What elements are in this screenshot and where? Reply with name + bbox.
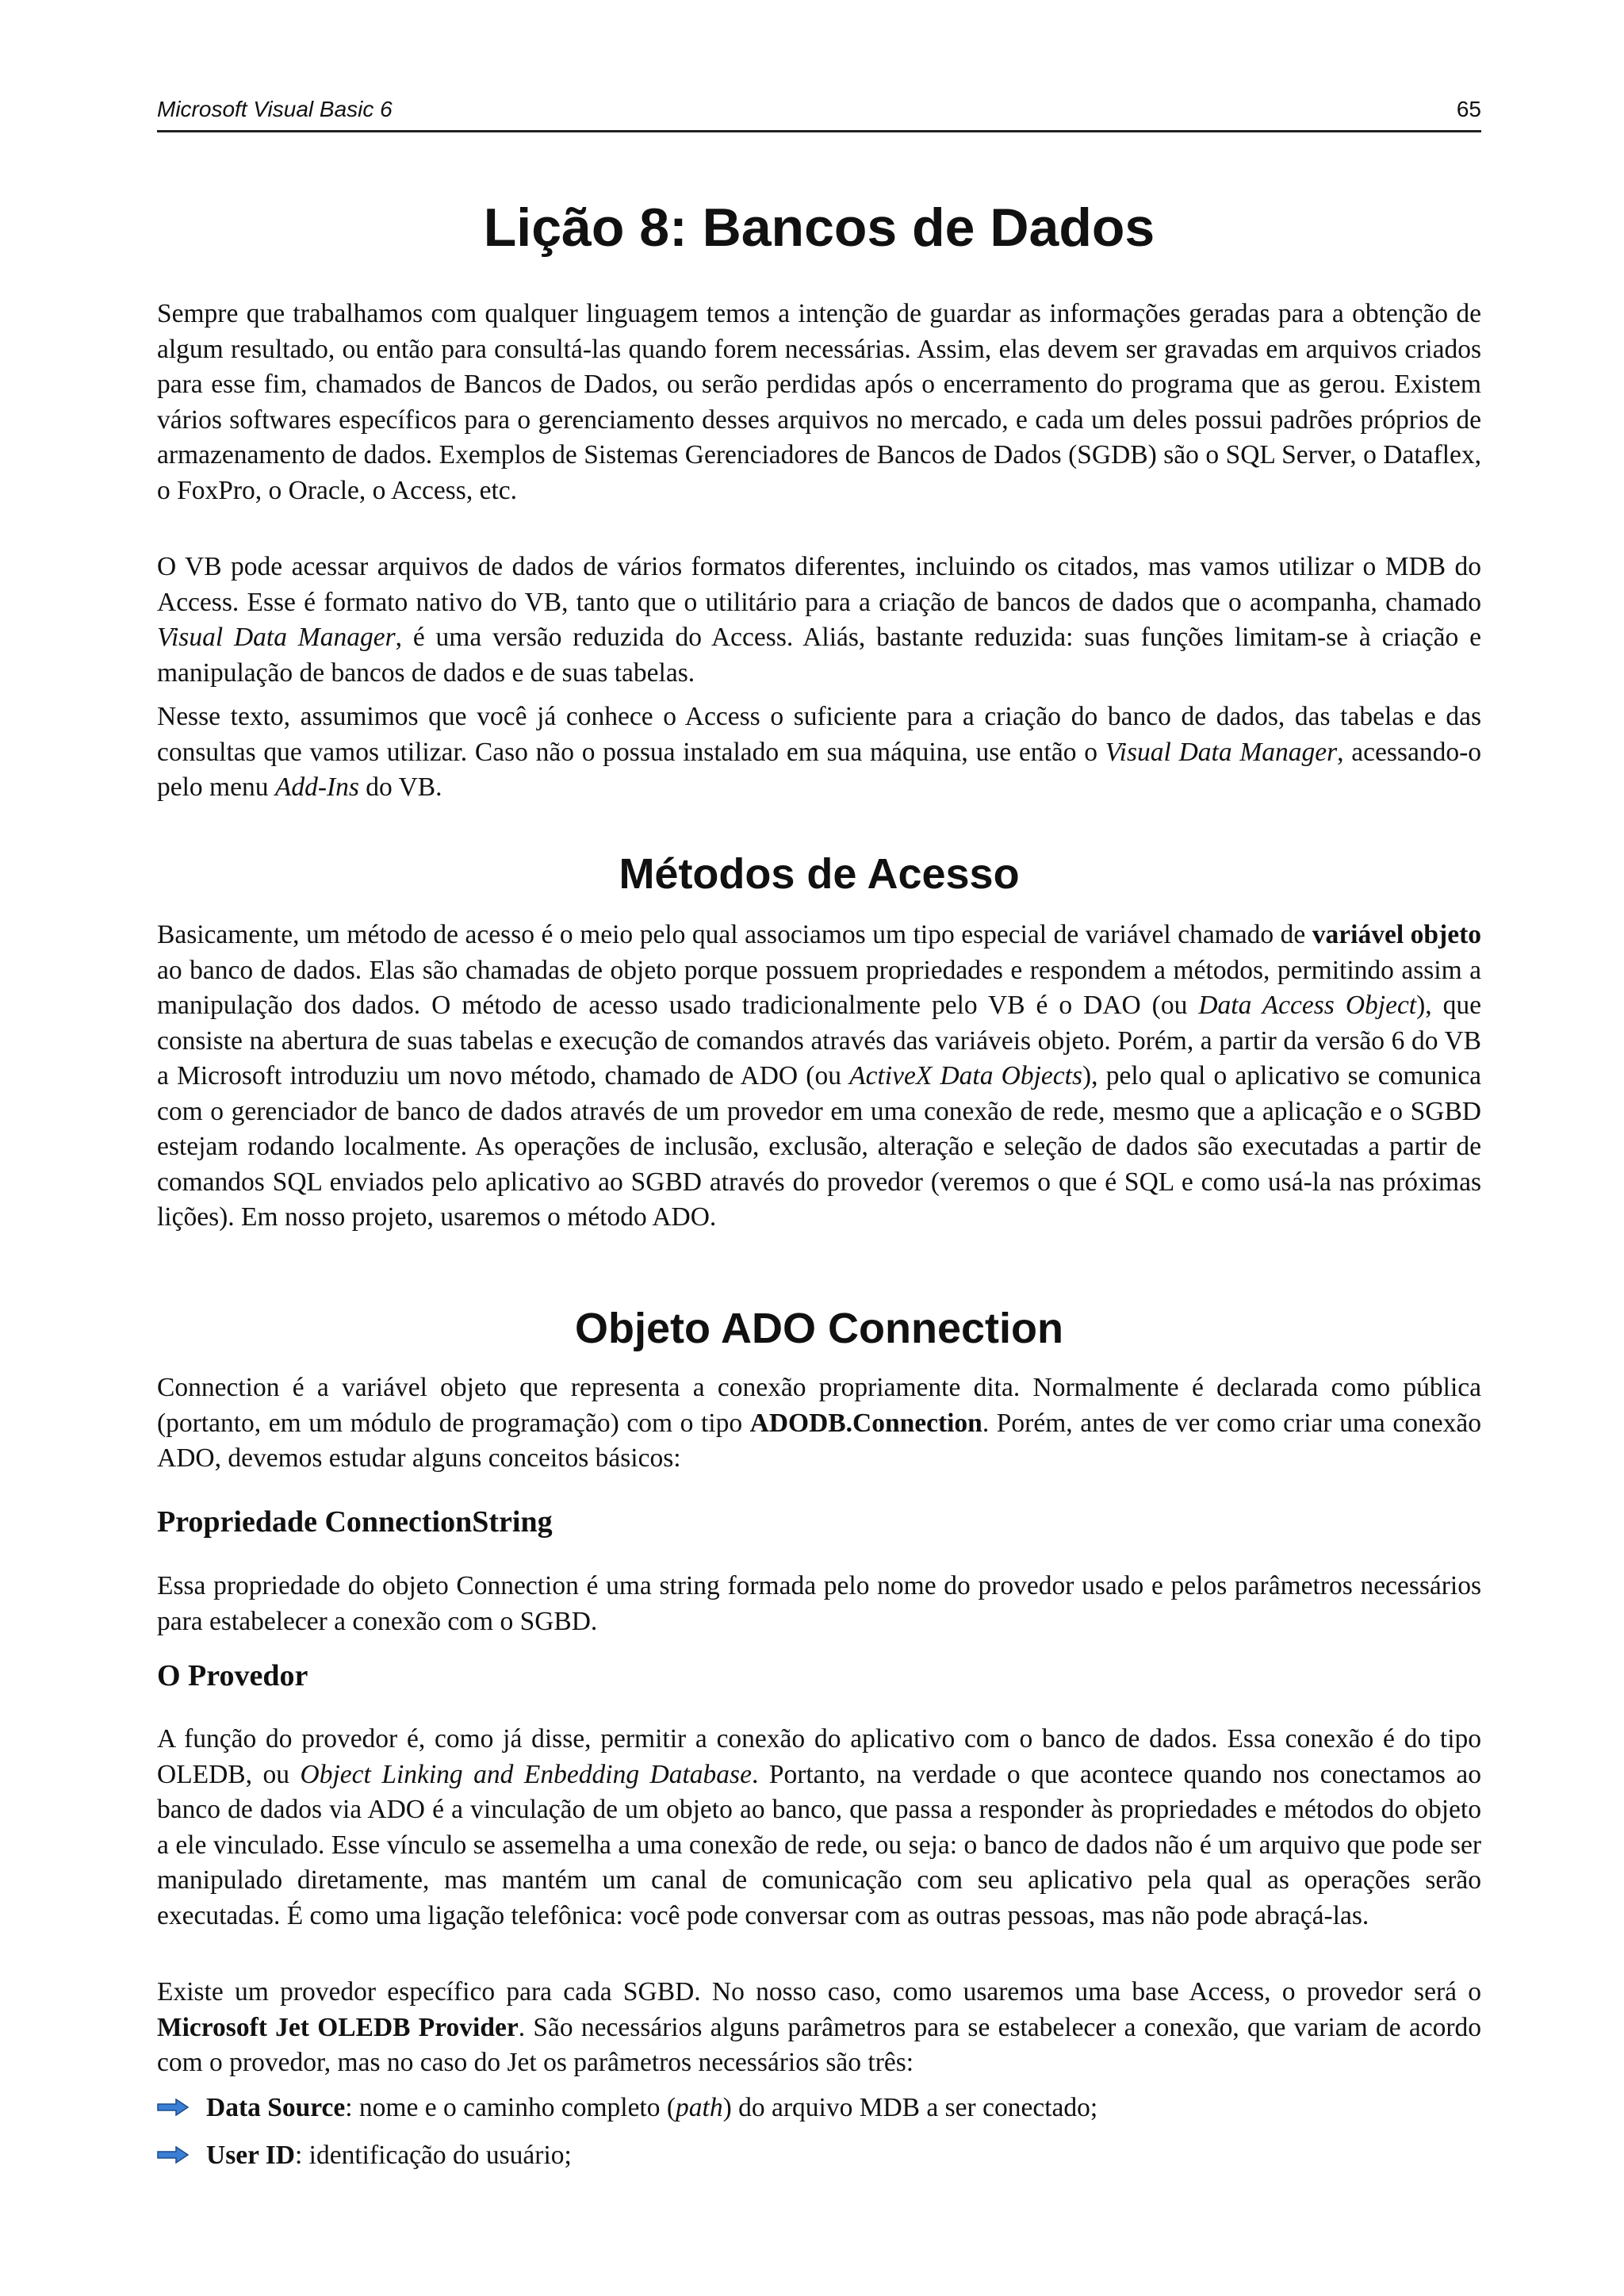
connection-paragraph: [157, 1370, 1481, 1477]
arrow-bullet-icon: [157, 2099, 189, 2116]
metodos-text-c: ), que consiste na abertura de suas tabelas e execução de comandos através das variáveis objeto. Porém, a partir da versão 6 do VB a Microsoft introduziu um novo método, chamado de ADO (ou: [157, 991, 1482, 1091]
bullet-text: [206, 2091, 1097, 2126]
intro-paragraph-2: [157, 550, 1481, 691]
arrow-bullet-icon: [157, 2146, 189, 2164]
metodos-paragraph: [157, 918, 1481, 1236]
intro-p3-text-mid: , acessando-o pelo menu: [157, 737, 1481, 802]
bullet-desc-b: ) do arquivo MDB a ser conectado;: [722, 2093, 1098, 2122]
provedor-p2-bold: Microsoft Jet OLEDB Provider: [157, 2012, 519, 2042]
intro-p2-italic: Visual Data Manager: [157, 623, 396, 652]
provedor-paragraph-2: [157, 1975, 1481, 2081]
intro-paragraph-3: [157, 700, 1481, 806]
lesson-title: Lição 8: Bancos de Dados: [483, 197, 1155, 258]
intro-p3-text: Nesse texto, assumimos que você já conhece o Access o suficiente para a criação do banco de dados, das tabelas e das consultas que vamos utilizar. Caso não o possua instalado em sua máquina, use então o: [157, 702, 1481, 767]
subheading-connectionstring: Propriedade ConnectionString: [157, 1505, 553, 1539]
metodos-bold: variável objeto: [1312, 920, 1481, 949]
section-heading-connection: Objeto ADO Connection: [575, 1305, 1063, 1352]
running-header: [157, 97, 1481, 132]
bullet-term: Data Source: [206, 2093, 346, 2122]
connection-text-a: Connection é a variável objeto que representa a conexão propriamente dita. Normalmente é declarada como pública (portanto, em um módulo de programação) com o tipo: [157, 1373, 1481, 1438]
metodos-text-d: ), pelo qual o aplicativo se comunica com o gerenciador de banco de dados através de um provedor em uma conexão de rede, mesmo que a aplicação e o SGBD estejam rodando localmente. As operações de inclusão, exclusão, alteração e seleção de dados são executadas a partir de comandos SQL enviados pelo aplicativo ao SGBD através do provedor (veremos o que é SQL e como usá-la nas próximas lições). Em nosso projeto, usaremos o método ADO.: [157, 1061, 1481, 1232]
intro-paragraph-1: [157, 297, 1481, 508]
metodos-italic-2: ActiveX Data Objects: [849, 1061, 1083, 1091]
bullet-desc-a: : nome e o caminho completo (: [345, 2093, 676, 2122]
provedor-p1-text-b: . Portanto, na verdade o que acontece quando nos conectamos ao banco de dados via ADO é a vinculação de um objeto ao banco, que passa a responder às propriedades e métodos do objeto a ele vinculado. Esse vínculo se assemelha a uma conexão de rede, ou seja: o banco de dados não é um arquivo que pode ser manipulado diretamente, mas mantém um canal de comunicação com seu aplicativo pela qual as operações serão executadas. É como uma ligação telefônica: você pode conversar com as outras pessoas, mas não pode abraçá-las.: [157, 1759, 1481, 1930]
intro-p3-italic-2: Add-Ins: [274, 772, 359, 802]
provedor-p1-text-a: A função do provedor é, como já disse, permitir a conexão do aplicativo com o banco de dados. Essa conexão é do tipo OLEDB, ou: [157, 1724, 1481, 1789]
page-number: 65: [1456, 97, 1481, 121]
provedor-paragraph-1: [157, 1722, 1481, 1934]
section-heading-metodos: Métodos de Acesso: [619, 850, 1020, 898]
intro-p3-italic-1: Visual Data Manager: [1105, 737, 1338, 767]
intro-p1-text: Sempre que trabalhamos com qualquer linguagem temos a intenção de guardar as informações geradas para a obtenção de algum resultado, ou então para consultá-las quando forem necessárias. Assim, elas devem ser gravadas em arquivos criados para esse fim, chamados de Bancos de Dados, ou serão perdidas após o encerramento do programa que as gerou. Existem vários softwares específicos para o gerenciamento desses arquivos no mercado, e cada um deles possui padrões próprios de armazenamento de dados. Exemplos de Sistemas Gerenciadores de Bancos de Dados (SGDB) são o SQL Server, o Dataflex, o FoxPro, o Oracle, o Access, etc.: [157, 299, 1481, 505]
provedor-p1-italic: Object Linking and Enbedding Database: [300, 1759, 752, 1789]
bullet-text: [206, 2138, 572, 2174]
metodos-text-a: Basicamente, um método de acesso é o meio pelo qual associamos um tipo especial de variável chamado de: [157, 920, 1312, 949]
bullet-italic: path: [676, 2093, 723, 2122]
metodos-text-b: ao banco de dados. Elas são chamadas de objeto porque possuem propriedades e respondem a métodos, permitindo assim a manipulação dos dados. O método de acesso usado tradicionalmente pelo VB é o DAO (ou: [157, 955, 1481, 1020]
intro-p3-text-end: do VB.: [358, 772, 442, 802]
metodos-italic-1: Data Access Object: [1198, 991, 1417, 1020]
connection-text-b: . Porém, antes de ver como criar uma conexão ADO, devemos estudar alguns conceitos básicos:: [157, 1408, 1481, 1473]
connstring-paragraph: [157, 1569, 1481, 1639]
intro-p2-text: O VB pode acessar arquivos de dados de vários formatos diferentes, incluindo os citados, mas vamos utilizar o MDB do Access. Esse é formato nativo do VB, tanto que o utilitário para a criação de bancos de dados que o acompanha, chamado: [157, 552, 1481, 617]
connection-bold: ADODB.Connection: [749, 1408, 982, 1438]
intro-p2-text-end: , é uma versão reduzida do Access. Aliás, bastante reduzida: suas funções limitam-se à criação e manipulação de bancos de dados e de suas tabelas.: [157, 623, 1481, 688]
header-title: Microsoft Visual Basic 6: [157, 97, 393, 121]
bullet-term: User ID: [206, 2141, 295, 2170]
provedor-p2-text-b: . São necessários alguns parâmetros para se estabelecer a conexão, que variam de acordo com o provedor, mas no caso do Jet os parâmetros necessários são três:: [157, 2012, 1481, 2077]
connstring-text: Essa propriedade do objeto Connection é uma string formada pelo nome do provedor usado e pelos parâmetros necessários para estabelecer a conexão com o SGBD.: [157, 1571, 1481, 1636]
provedor-p2-text-a: Existe um provedor específico para cada SGBD. No nosso caso, como usaremos uma base Access, o provedor será o: [157, 1977, 1481, 2007]
bullet-desc-a: : identificação do usuário;: [294, 2141, 572, 2170]
subheading-provedor: O Provedor: [157, 1659, 308, 1692]
